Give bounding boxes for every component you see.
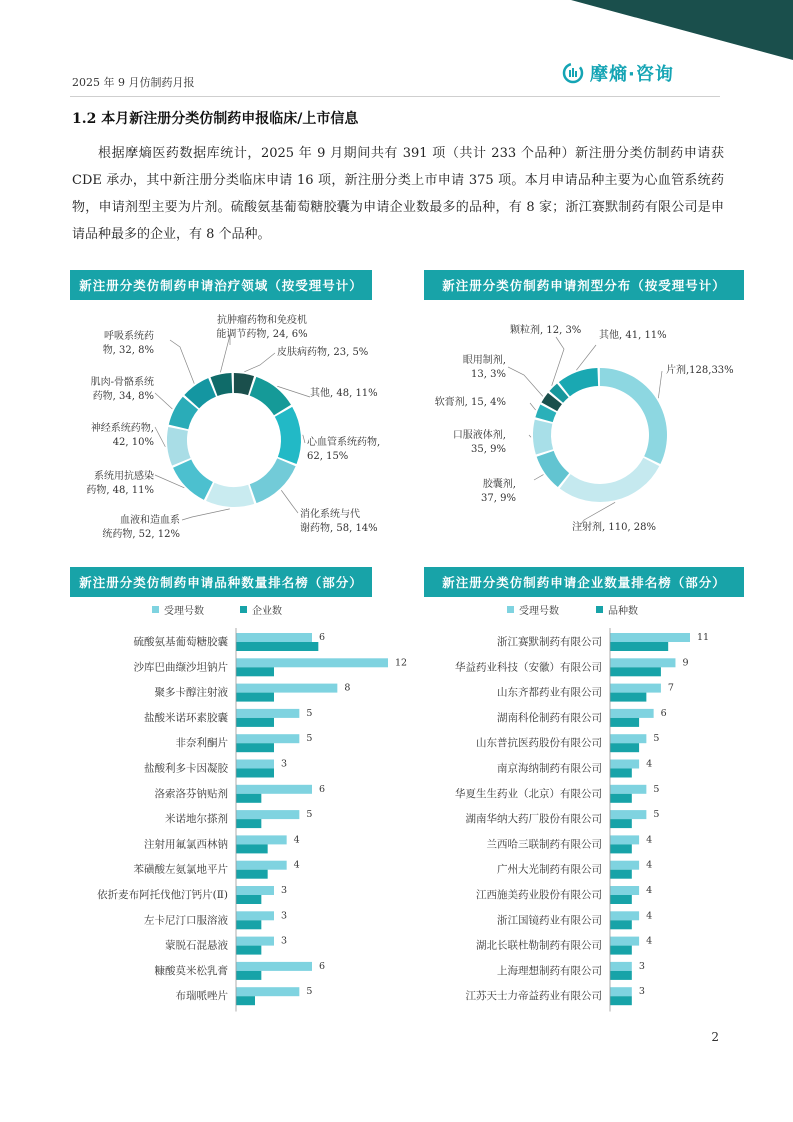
bar-series-2 [610, 769, 632, 778]
bar-series-1 [236, 861, 287, 870]
bar-series-2 [610, 946, 632, 955]
panel-header-product-rank: 新注册分类仿制药申请品种数量排名榜（部分） [70, 567, 372, 597]
leader-line [530, 403, 536, 410]
bar-series-2 [610, 844, 632, 853]
leader-line [244, 353, 275, 372]
bar-value-label: 3 [281, 758, 288, 770]
category-label: 蒙脱石混悬液 [165, 939, 228, 952]
slice-label: 其他, 48, 11% [310, 388, 378, 399]
category-label: 浙江赛默制药有限公司 [497, 636, 602, 648]
category-label: 硫酸氨基葡萄糖胶囊 [133, 636, 228, 648]
bar-series-2 [610, 996, 632, 1005]
bar-value-label: 4 [646, 885, 653, 896]
category-label: 糠酸莫米松乳膏 [154, 964, 228, 977]
bar-value-label: 6 [660, 707, 667, 719]
corner-decoration [571, 0, 793, 60]
bar-series-1 [610, 962, 632, 971]
bar-value-label: 5 [306, 809, 313, 821]
bar-series-2 [610, 920, 632, 929]
bar-series-1 [236, 734, 299, 743]
bar-series-2 [236, 642, 318, 651]
bar-value-label: 5 [306, 707, 313, 719]
category-label: 盐酸米诺环素胶囊 [144, 711, 228, 724]
bar-series-1 [610, 760, 639, 769]
bar-series-2 [236, 844, 268, 853]
bar-series-2 [610, 794, 632, 803]
leader-line [155, 427, 165, 447]
bar-series-2 [236, 794, 261, 803]
bar-series-2 [236, 819, 261, 828]
bar-value-label: 6 [319, 783, 326, 795]
bar-series-2 [236, 693, 274, 702]
bar-value-label: 5 [306, 986, 313, 998]
legend-label: 受理号数 [164, 606, 204, 617]
leader-line [529, 435, 531, 437]
category-label: 苯磺酸左氨氯地平片 [133, 863, 228, 876]
slice-label: 消化系统与代谢药物, 58, 14% [300, 509, 378, 534]
donut-slice [206, 483, 254, 507]
logo-text: 摩熵·咨询 [590, 64, 674, 85]
category-label: 盐酸利多卡因凝胶 [144, 762, 228, 775]
donut-slice [250, 377, 291, 415]
bar-value-label: 6 [319, 632, 326, 643]
slice-label: 皮肤病药物, 23, 5% [277, 347, 369, 358]
slice-label: 血液和造血系统药物, 52, 12% [102, 515, 180, 540]
bar-series-1 [610, 886, 639, 895]
bar-series-1 [610, 658, 675, 667]
bar-series-1 [236, 810, 299, 819]
leader-line [576, 345, 596, 370]
bar-series-1 [610, 861, 639, 870]
slice-label: 神经系统药物, 42, 10% [90, 423, 154, 448]
bar-series-1 [610, 987, 632, 996]
header-divider [70, 96, 720, 97]
category-label: 南京海纳制药有限公司 [497, 762, 602, 775]
company-rank-bar-chart [424, 602, 754, 1017]
bar-series-2 [610, 642, 668, 651]
bar-series-1 [236, 937, 274, 946]
bar-series-1 [610, 684, 661, 693]
bar-series-2 [236, 895, 261, 904]
bar-series-1 [236, 760, 274, 769]
slice-label: 颗粒剂, 12, 3% [510, 325, 582, 336]
bar-value-label: 5 [306, 733, 313, 745]
donut-slice [173, 460, 213, 500]
bar-series-1 [236, 886, 274, 895]
therapy-donut-chart [70, 305, 390, 545]
category-label: 米诺地尔搽剂 [165, 813, 228, 826]
donut-slice [167, 427, 191, 466]
legend-label: 品种数 [608, 606, 638, 617]
bar-series-1 [610, 911, 639, 920]
bar-value-label: 4 [293, 859, 300, 871]
donut-slice [600, 368, 667, 464]
bar-value-label: 4 [646, 834, 653, 846]
bar-series-1 [236, 962, 312, 971]
leader-line [508, 367, 543, 396]
summary-paragraph: 根据摩熵医药数据库统计，2025 年 9 月期间共有 391 项（共计 233 个品种）新注册分类仿制药申请获 CDE 承办，其中新注册分类临床申请 16 项，新注册分类上市申请 375 项。本月申请品种主要为心血管系统药物，申请剂型主要为片剂。硫酸氨基葡萄糖胶囊为申请企业数最多的品种，有 8 家；浙江赛默制药有限公司是申请品种最多的企业，有 8 个品种。 [72, 146, 724, 242]
category-label: 华夏生生药业（北京）有限公司 [455, 787, 602, 800]
slice-label: 其他, 41, 11% [599, 330, 667, 341]
panel-header-therapy: 新注册分类仿制药申请治疗领域（按受理号计） [70, 270, 372, 300]
bar-series-1 [236, 987, 299, 996]
bar-series-1 [610, 709, 654, 718]
bar-value-label: 3 [638, 986, 645, 998]
bar-series-1 [610, 835, 639, 844]
bar-value-label: 4 [293, 834, 300, 846]
panel-header-company-rank: 新注册分类仿制药申请企业数量排名榜（部分） [424, 567, 744, 597]
bar-series-1 [610, 734, 646, 743]
bar-value-label: 12 [395, 657, 408, 669]
bar-value-label: 7 [667, 682, 674, 694]
bar-series-1 [610, 810, 646, 819]
dosage-donut-chart [424, 305, 754, 545]
legend-swatch [596, 606, 603, 613]
leader-line [182, 509, 230, 520]
report-title: 2025 年 9 月仿制药月报 [72, 76, 195, 89]
slice-label: 软膏剂, 15, 4% [434, 397, 506, 408]
slice-label: 胶囊剂, 37, 9% [481, 479, 516, 504]
bar-series-2 [236, 946, 261, 955]
slice-label: 抗肿瘤药物和免疫机能调节药物, 24, 6% [216, 315, 308, 340]
brand-logo [562, 58, 702, 88]
leader-line [534, 475, 543, 480]
bar-value-label: 3 [281, 885, 288, 896]
bar-series-1 [610, 633, 690, 642]
donut-slice [559, 368, 598, 396]
product-rank-bar-chart [70, 602, 408, 1017]
bar-series-2 [236, 769, 274, 778]
category-label: 江苏天士力帝益药业有限公司 [465, 990, 602, 1003]
bar-series-2 [236, 743, 274, 752]
slice-label: 肌肉-骨骼系统药物, 34, 8% [90, 377, 154, 402]
category-label: 山东普抗医药股份有限公司 [476, 737, 602, 750]
category-label: 湖南华纳大药厂股份有限公司 [465, 813, 602, 826]
leader-line [155, 393, 172, 409]
category-label: 浙江国镜药业有限公司 [497, 914, 602, 927]
logo-icon [562, 62, 584, 84]
donut-slice [537, 451, 570, 487]
bar-series-1 [236, 911, 274, 920]
bar-series-2 [236, 920, 261, 929]
slice-label: 系统用抗感染药物, 48, 11% [86, 471, 154, 496]
bar-series-2 [236, 667, 274, 676]
leader-line [170, 340, 194, 384]
category-label: 洛索洛芬钠贴剂 [154, 787, 228, 800]
donut-slice [250, 458, 296, 503]
bar-series-1 [610, 937, 639, 946]
legend-label: 企业数 [252, 606, 282, 617]
bar-series-2 [610, 693, 646, 702]
leader-line [658, 371, 662, 398]
legend-swatch [507, 606, 514, 613]
category-label: 广州大光制药有限公司 [497, 863, 602, 876]
bar-value-label: 5 [653, 733, 660, 745]
bar-series-2 [236, 971, 261, 980]
page-number: 2 [711, 1030, 719, 1044]
bar-series-1 [236, 709, 299, 718]
category-label: 非奈利酮片 [175, 737, 228, 750]
bar-series-1 [236, 633, 312, 642]
slice-label: 呼吸系统药物, 32, 8% [102, 331, 154, 356]
panel-header-dosage: 新注册分类仿制药申请剂型分布（按受理号计） [424, 270, 744, 300]
legend-swatch [240, 606, 247, 613]
bar-series-2 [610, 718, 639, 727]
category-label: 布瑞哌唑片 [175, 990, 228, 1003]
slice-label: 片剂,128,33% [666, 365, 734, 376]
leader-line [220, 335, 230, 372]
donut-slice [560, 458, 660, 502]
donut-slice [234, 373, 254, 395]
bar-series-2 [236, 870, 268, 879]
category-label: 华益药业科技（安徽）有限公司 [455, 661, 602, 674]
bar-series-2 [610, 870, 632, 879]
leader-line [552, 337, 564, 386]
bar-series-2 [610, 667, 661, 676]
bar-value-label: 4 [646, 910, 653, 922]
category-label: 聚多卡醇注射液 [154, 686, 228, 699]
section-title: 1.2 本月新注册分类仿制药申报临床/上市信息 [72, 111, 359, 127]
donut-slice [533, 420, 553, 455]
category-label: 湖南科伦制药有限公司 [497, 711, 602, 724]
bar-value-label: 3 [281, 910, 288, 922]
category-label: 上海理想制药有限公司 [497, 964, 602, 977]
category-label: 江西施美药业股份有限公司 [476, 889, 602, 901]
category-label: 左卡尼汀口服溶液 [144, 914, 228, 927]
slice-label: 口服液体剂, 35, 9% [452, 430, 506, 455]
bar-series-1 [236, 785, 312, 794]
slice-label: 心血管系统药物, 62, 15% [307, 437, 381, 462]
slice-label: 注射剂, 110, 28% [572, 522, 657, 533]
category-label: 湖北长联杜勒制药有限公司 [476, 939, 602, 952]
bar-series-1 [610, 785, 646, 794]
category-label: 沙库巴曲缬沙坦钠片 [133, 661, 228, 674]
category-label: 山东齐都药业有限公司 [497, 686, 602, 699]
category-label: 依折麦布阿托伐他汀钙片(Ⅱ) [97, 889, 228, 901]
bar-value-label: 9 [682, 657, 689, 669]
bar-value-label: 5 [653, 809, 660, 821]
bar-series-1 [236, 835, 287, 844]
bar-series-1 [236, 684, 337, 693]
bar-value-label: 3 [281, 935, 288, 947]
legend-label: 受理号数 [519, 606, 559, 617]
bar-value-label: 4 [646, 935, 653, 947]
bar-value-label: 4 [646, 758, 653, 770]
bar-series-2 [236, 718, 274, 727]
bar-series-2 [610, 819, 632, 828]
bar-value-label: 11 [697, 632, 710, 643]
bar-value-label: 6 [319, 960, 326, 972]
bar-series-1 [236, 658, 388, 667]
leader-line [303, 435, 305, 443]
legend-swatch [152, 606, 159, 613]
category-label: 兰西哈三联制药有限公司 [486, 838, 602, 851]
bar-value-label: 3 [638, 960, 645, 972]
bar-value-label: 4 [646, 859, 653, 871]
leader-line [281, 490, 298, 513]
bar-value-label: 8 [344, 682, 351, 694]
donut-slice [275, 407, 301, 464]
slice-label: 眼用制剂, 13, 3% [462, 355, 506, 380]
bar-series-2 [610, 743, 639, 752]
bar-series-2 [610, 895, 632, 904]
bar-series-2 [236, 996, 255, 1005]
bar-series-2 [610, 971, 632, 980]
category-label: 注射用氟氯西林钠 [144, 838, 228, 851]
bar-value-label: 5 [653, 783, 660, 795]
